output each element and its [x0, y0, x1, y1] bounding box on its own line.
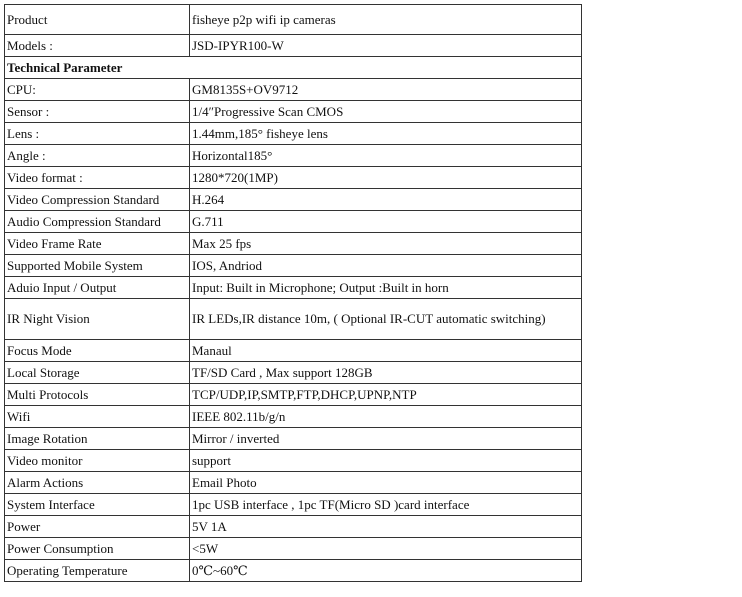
- table-row: [5, 406, 582, 428]
- table-row: [5, 450, 582, 472]
- row-label: Power Consumption: [5, 538, 190, 560]
- row-value: 5V 1A: [190, 516, 582, 538]
- row-value: Mirror / inverted: [190, 428, 582, 450]
- row-value: Input: Built in Microphone; Output :Built in horn: [190, 277, 582, 299]
- row-value: <5W: [190, 538, 582, 560]
- row-label: CPU:: [5, 79, 190, 101]
- row-label: Video Compression Standard: [5, 189, 190, 211]
- row-value: TF/SD Card , Max support 128GB: [190, 362, 582, 384]
- row-label: Alarm Actions: [5, 472, 190, 494]
- row-value: IR LEDs,IR distance 10m, ( Optional IR-CUT automatic switching): [190, 299, 582, 340]
- row-value: G.711: [190, 211, 582, 233]
- table-row: [5, 189, 582, 211]
- row-label: Product: [5, 5, 190, 35]
- table-row: [5, 35, 582, 57]
- row-value: 1/4″Progressive Scan CMOS: [190, 101, 582, 123]
- row-value: 1.44mm,185° fisheye lens: [190, 123, 582, 145]
- row-value: 1pc USB interface , 1pc TF(Micro SD )card interface: [190, 494, 582, 516]
- table-row: [5, 167, 582, 189]
- table-row: [5, 428, 582, 450]
- table-row: [5, 384, 582, 406]
- row-value: IOS, Andriod: [190, 255, 582, 277]
- table-row: [5, 233, 582, 255]
- row-label: Image Rotation: [5, 428, 190, 450]
- row-value: IEEE 802.11b/g/n: [190, 406, 582, 428]
- row-label: Angle :: [5, 145, 190, 167]
- row-label: Audio Compression Standard: [5, 211, 190, 233]
- table-row: [5, 255, 582, 277]
- table-row: [5, 516, 582, 538]
- row-value: TCP/UDP,IP,SMTP,FTP,DHCP,UPNP,NTP: [190, 384, 582, 406]
- row-label: Video Frame Rate: [5, 233, 190, 255]
- spec-table: [4, 4, 582, 582]
- table-row: [5, 494, 582, 516]
- section-header: Technical Parameter: [5, 57, 582, 79]
- row-label: Video format :: [5, 167, 190, 189]
- table-row: [5, 79, 582, 101]
- table-row: [5, 362, 582, 384]
- row-label: IR Night Vision: [5, 299, 190, 340]
- table-row: [5, 299, 582, 340]
- table-row: [5, 340, 582, 362]
- table-row: [5, 145, 582, 167]
- row-label: Sensor :: [5, 101, 190, 123]
- row-label: Lens :: [5, 123, 190, 145]
- row-label: Models :: [5, 35, 190, 57]
- row-label: Power: [5, 516, 190, 538]
- row-value: Manaul: [190, 340, 582, 362]
- table-row: [5, 560, 582, 582]
- row-label: Focus Mode: [5, 340, 190, 362]
- section-header-row: [5, 57, 582, 79]
- row-value: support: [190, 450, 582, 472]
- row-value: fisheye p2p wifi ip cameras: [190, 5, 582, 35]
- table-row: [5, 538, 582, 560]
- table-row: [5, 123, 582, 145]
- row-value: H.264: [190, 189, 582, 211]
- row-label: System Interface: [5, 494, 190, 516]
- spec-table-body: [5, 5, 582, 582]
- row-value: 0℃~60℃: [190, 560, 582, 582]
- table-row: [5, 101, 582, 123]
- row-value: Max 25 fps: [190, 233, 582, 255]
- row-value: 1280*720(1MP): [190, 167, 582, 189]
- row-label: Operating Temperature: [5, 560, 190, 582]
- row-value: JSD-IPYR100-W: [190, 35, 582, 57]
- row-label: Aduio Input / Output: [5, 277, 190, 299]
- row-label: Wifi: [5, 406, 190, 428]
- row-label: Multi Protocols: [5, 384, 190, 406]
- row-value: Email Photo: [190, 472, 582, 494]
- table-row: [5, 211, 582, 233]
- table-row: [5, 5, 582, 35]
- row-label: Video monitor: [5, 450, 190, 472]
- row-label: Supported Mobile System: [5, 255, 190, 277]
- table-row: [5, 277, 582, 299]
- row-value: Horizontal185°: [190, 145, 582, 167]
- row-value: GM8135S+OV9712: [190, 79, 582, 101]
- table-row: [5, 472, 582, 494]
- row-label: Local Storage: [5, 362, 190, 384]
